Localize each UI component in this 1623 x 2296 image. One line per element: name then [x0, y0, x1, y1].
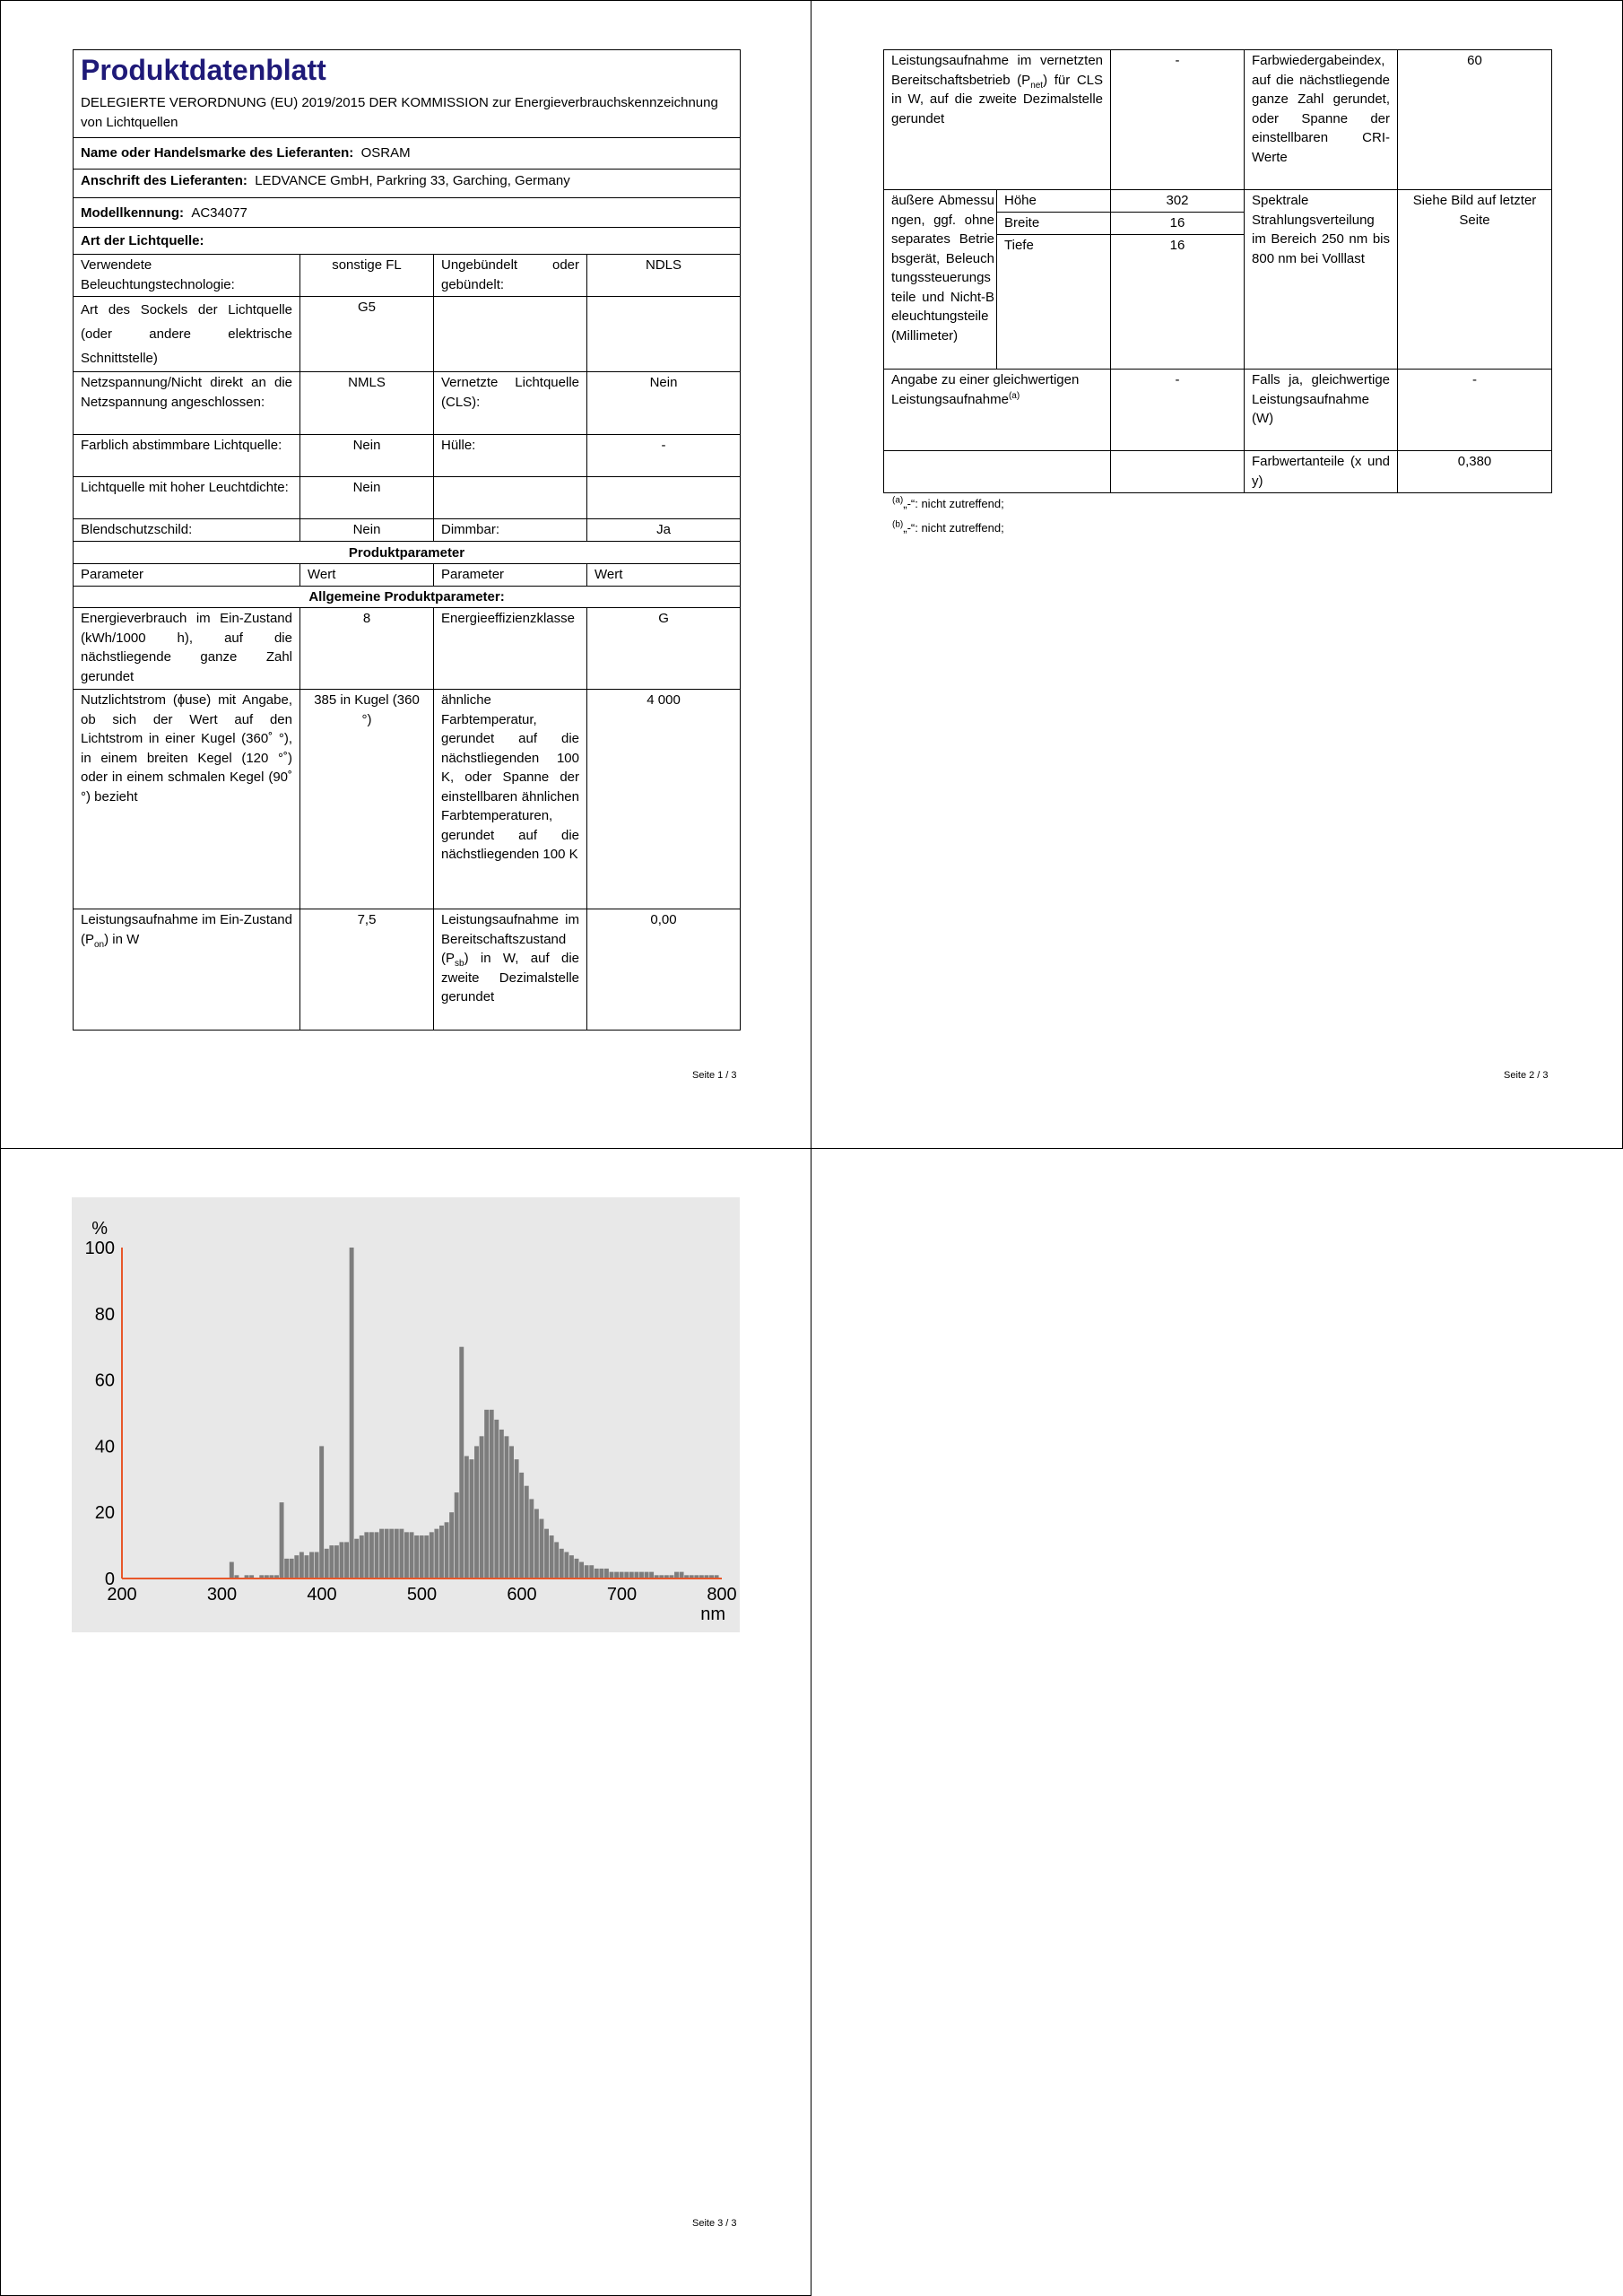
empty-cell — [434, 477, 587, 519]
column-header-value: Wert — [300, 564, 434, 587]
high-luminance-value: Nein — [300, 477, 434, 519]
spectrum-bar — [624, 1572, 629, 1578]
standby-power-label: Leistungsaufnahme im Bereitschaftszustand $(P_{sb})$ in W, auf die zweite Dezimalstelle gerundet — [434, 909, 587, 1031]
on-mode-power-value: 7,5 — [300, 909, 434, 1031]
x-tick-label: 400 — [307, 1585, 337, 1605]
spectrum-bar — [304, 1555, 308, 1578]
spectrum-bar — [564, 1552, 568, 1578]
spectrum-bar — [404, 1532, 409, 1578]
page-number: Seite 1 / 3 — [692, 1070, 737, 1081]
chromaticity-label: Farbwertanteile (x und y) — [1245, 451, 1398, 493]
document-title: Produktdatenblatt — [81, 54, 326, 86]
spectrum-bar — [610, 1572, 614, 1578]
height-label: Höhe — [997, 190, 1111, 213]
useful-flux-value: 385 in Kugel (360 °) — [300, 690, 434, 909]
spectrum-bar — [315, 1552, 319, 1578]
column-header-parameter: Parameter — [74, 564, 300, 587]
spectrum-bar — [360, 1535, 364, 1578]
spectrum-bar — [494, 1420, 499, 1578]
spectrum-bar — [629, 1572, 634, 1578]
spectrum-bar — [410, 1532, 414, 1578]
energy-consumption-label: Energieverbrauch im Ein-Zustand (kWh/1000 h), auf die nächstliegende ganze Zahl gerundet — [74, 608, 300, 690]
spectrum-bar — [445, 1522, 449, 1578]
color-tunable-value: Nein — [300, 435, 434, 477]
spectral-distribution-value: Siehe Bild auf letzter Seite — [1398, 190, 1552, 370]
empty-cell — [587, 477, 741, 519]
networked-standby-power-label: Leistungsaufnahme im vernetzten Bereitschaftsbetrieb $(P_{net})$ für CLS in W, auf die zweite Dezimalstelle gerundet — [884, 50, 1111, 190]
spectrum-bar — [649, 1572, 654, 1578]
model-value: AC34077 — [191, 205, 247, 221]
empty-cell — [884, 451, 1111, 493]
spectrum-bar — [399, 1529, 404, 1578]
product-parameters-heading: Produktparameter — [74, 541, 741, 564]
depth-value: 16 — [1111, 235, 1245, 370]
y-tick-label: 40 — [94, 1437, 115, 1457]
column-header-value: Wert — [587, 564, 741, 587]
technology-label: Verwendete Beleuchtungstechnologie: — [74, 255, 300, 297]
address-row — [74, 169, 741, 198]
x-tick-label: 500 — [406, 1585, 438, 1605]
mains-label: Netzspannung/Nicht direkt an die Netzspannung angeschlossen: — [74, 372, 300, 435]
spectrum-bar — [459, 1347, 464, 1578]
spectrum-bar — [364, 1532, 369, 1578]
spectrum-bar — [455, 1492, 459, 1578]
spectrum-bar — [674, 1572, 679, 1578]
useful-flux-label: Nutzlichtstrom (ɸuse) mit Angabe, ob sich der Wert auf den Lichtstrom in einer Kugel (360˚ °), in einem breiten Kegel (120 °˚) oder in einem schmalen Kegel (90˚ °) bezieht — [74, 690, 300, 909]
x-tick-label: 200 — [107, 1585, 137, 1605]
width-label: Breite — [997, 213, 1111, 235]
spectrum-bar — [585, 1565, 589, 1578]
supplier-label: Name oder Handelsmarke des Lieferanten: — [81, 145, 354, 161]
spectrum-bar — [599, 1569, 603, 1578]
cap-type-label: Art des Sockels der Lichtquelle (oder andere elektrische Schnittstelle) — [74, 297, 300, 372]
color-temperature-value: 4 000 — [587, 690, 741, 909]
energy-class-label: Energieeffizienzklasse — [434, 608, 587, 690]
empty-cell — [1111, 451, 1245, 493]
spectrum-bar — [560, 1549, 564, 1578]
spectrum-bar — [299, 1552, 304, 1578]
spectrum-bar — [379, 1529, 384, 1578]
spectrum-bar — [414, 1535, 419, 1578]
empty-cell — [434, 297, 587, 372]
spectrum-bar — [344, 1542, 349, 1578]
spectrum-bar — [504, 1436, 508, 1578]
y-tick-label: 80 — [94, 1304, 115, 1325]
spectrum-bar — [620, 1572, 624, 1578]
spectrum-bar — [350, 1248, 354, 1578]
cap-type-value: G5 — [300, 297, 434, 372]
cls-label: Vernetzte Lichtquelle (CLS): — [434, 372, 587, 435]
footnote-a: $^{(a)}$„-“: nicht zutreffend; — [892, 495, 1004, 510]
x-tick-label: 800 — [707, 1585, 737, 1605]
spectrum-bar — [439, 1526, 444, 1578]
spectrum-bar — [309, 1552, 314, 1578]
spectrum-bar — [325, 1549, 329, 1578]
y-tick-label: 60 — [94, 1370, 115, 1391]
spectrum-bar — [639, 1572, 644, 1578]
technology-value: sonstige FL — [300, 255, 434, 297]
energy-consumption-value: 8 — [300, 608, 434, 690]
spectrum-bar — [474, 1446, 479, 1578]
equivalent-power-claim-value: - — [1111, 370, 1245, 451]
spectrum-bar — [369, 1532, 374, 1578]
spectrum-bar — [569, 1555, 574, 1578]
spectrum-bar — [544, 1529, 549, 1578]
spectrum-bar — [340, 1542, 344, 1578]
y-tick-label: 0 — [104, 1570, 115, 1589]
spectrum-bar — [395, 1529, 399, 1578]
spectrum-bar — [319, 1446, 324, 1578]
dimensions-label: äußere Abmessungen, ggf. ohne separates Betriebsgerät, Beleuchtungssteuerungsteile und Nicht-Beleuchtungsteile (Millimeter) — [884, 190, 997, 370]
spectrum-bar — [280, 1502, 284, 1578]
light-source-type-heading: Art der Lichtquelle: — [74, 227, 741, 255]
spectrum-bar — [434, 1529, 438, 1578]
on-mode-power-label: Leistungsaufnahme im Ein-Zustand $(P_{on})$ in W — [74, 909, 300, 1031]
spectrum-bar — [604, 1569, 609, 1578]
spectrum-bar — [469, 1459, 473, 1578]
spectrum-bar — [294, 1555, 299, 1578]
envelope-value: - — [587, 435, 741, 477]
x-tick-label: 700 — [606, 1585, 638, 1605]
spectrum-bar — [540, 1519, 544, 1578]
spectrum-bar — [290, 1559, 294, 1578]
address-value: LEDVANCE GmbH, Parkring 33, Garching, Germany — [255, 172, 570, 188]
depth-label: Tiefe — [997, 235, 1111, 370]
spectrum-bar — [389, 1529, 394, 1578]
regulation-subtitle: DELEGIERTE VERORDNUNG (EU) 2019/2015 DER KOMMISSION zur Energieverbrauchskennzeichnung von Lichtquellen — [81, 95, 718, 130]
dimmable-value: Ja — [587, 519, 741, 542]
model-row — [74, 198, 741, 228]
spectrum-bar — [575, 1559, 579, 1578]
cri-label: Farbwiedergabeindex, auf die nächstliegende ganze Zahl gerundet, oder Spanne der einstellbaren CRI-Werte — [1245, 50, 1398, 190]
spectral-distribution-chart — [72, 1197, 740, 1632]
spectrum-bar — [375, 1532, 379, 1578]
spectrum-bar — [484, 1410, 489, 1578]
spectrum-bar — [329, 1545, 334, 1578]
high-luminance-label: Lichtquelle mit hoher Leuchtdichte: — [74, 477, 300, 519]
anti-glare-value: Nein — [300, 519, 434, 542]
spectrum-bar — [634, 1572, 638, 1578]
general-parameters-heading: Allgemeine Produktparameter: — [74, 586, 741, 608]
cri-value: 60 — [1398, 50, 1552, 190]
width-value: 16 — [1111, 213, 1245, 235]
mains-value: NMLS — [300, 372, 434, 435]
spectrum-bar — [589, 1565, 594, 1578]
networked-standby-power-value: - — [1111, 50, 1245, 190]
spectrum-bar — [519, 1473, 524, 1578]
spectrum-bar — [430, 1532, 434, 1578]
footnote-b: $^{(b)}$„-“: nicht zutreffend; — [892, 519, 1004, 535]
spectrum-bar — [354, 1539, 359, 1578]
spectrum-bar — [499, 1430, 504, 1578]
supplier-row — [74, 138, 741, 170]
chromaticity-value: 0,380 — [1398, 451, 1552, 493]
equivalent-power-watts-label: Falls ja, gleichwertige Leistungsaufnahme (W) — [1245, 370, 1398, 451]
cls-value: Nein — [587, 372, 741, 435]
spectrum-bar — [579, 1562, 584, 1578]
supplier-value: OSRAM — [360, 145, 411, 161]
energy-class-value: G — [587, 608, 741, 690]
column-header-parameter: Parameter — [434, 564, 587, 587]
page-number: Seite 3 / 3 — [692, 2218, 737, 2229]
page-number: Seite 2 / 3 — [1504, 1070, 1549, 1081]
x-tick-label: 300 — [206, 1585, 238, 1605]
height-value: 302 — [1111, 190, 1245, 213]
directional-value: NDLS — [587, 255, 741, 297]
spectrum-bar — [515, 1459, 519, 1578]
directional-label: Ungebündelt oder gebündelt: — [434, 255, 587, 297]
spectrum-bar — [449, 1512, 454, 1578]
spectrum-bar — [509, 1446, 514, 1578]
spectrum-bar — [645, 1572, 649, 1578]
product-data-table — [73, 49, 741, 1031]
spectrum-bar — [480, 1436, 484, 1578]
equivalent-power-label: Angabe zu einer gleichwertigen Leistungsaufnahme$^{(a)}$ — [884, 370, 1111, 451]
spectrum-bar — [424, 1535, 429, 1578]
x-tick-label: 600 — [507, 1585, 537, 1605]
spectrum-bar — [464, 1456, 469, 1578]
header-cell — [74, 50, 741, 138]
envelope-label: Hülle: — [434, 435, 587, 477]
spectrum-bar — [614, 1572, 619, 1578]
address-label: Anschrift des Lieferanten: — [81, 172, 247, 188]
spectrum-bar — [284, 1559, 289, 1578]
page-2 — [811, 0, 1623, 1149]
spectrum-bar — [534, 1509, 539, 1578]
spectrum-bar — [554, 1542, 559, 1578]
spectrum-bar — [595, 1569, 599, 1578]
dimmable-label: Dimmbar: — [434, 519, 587, 542]
y-tick-label: 100 — [84, 1239, 115, 1258]
spectrum-bar — [550, 1535, 554, 1578]
y-tick-label: 20 — [94, 1503, 115, 1524]
spectrum-bar — [680, 1572, 684, 1578]
spectrum-bar — [525, 1486, 529, 1578]
product-data-table-continued — [883, 49, 1552, 493]
color-tunable-label: Farblich abstimmbare Lichtquelle: — [74, 435, 300, 477]
spectrum-bar — [420, 1535, 424, 1578]
x-axis-label: nm — [700, 1605, 725, 1624]
anti-glare-label: Blendschutzschild: — [74, 519, 300, 542]
color-temperature-label: ähnliche Farbtemperatur, gerundet auf die nächstliegenden 100 K, oder Spanne der einstellbaren ähnlichen Farbtemperaturen, gerundet auf die nächstliegenden 100 K — [434, 690, 587, 909]
equivalent-power-watts-value: - — [1398, 370, 1552, 451]
empty-cell — [587, 297, 741, 372]
model-label: Modellkennung: — [81, 205, 184, 221]
spectrum-bar — [385, 1529, 389, 1578]
spectrum-bar — [230, 1562, 234, 1578]
page-1 — [0, 0, 812, 1149]
y-axis-label: % — [91, 1219, 108, 1239]
chart-svg — [72, 1197, 740, 1632]
standby-power-value: 0,00 — [587, 909, 741, 1031]
spectrum-bar — [490, 1410, 494, 1578]
spectral-distribution-label: Spektrale Strahlungsverteilung im Bereich 250 nm bis 800 nm bei Volllast — [1245, 190, 1398, 370]
spectrum-bar — [529, 1499, 534, 1578]
spectrum-bar — [334, 1545, 339, 1578]
